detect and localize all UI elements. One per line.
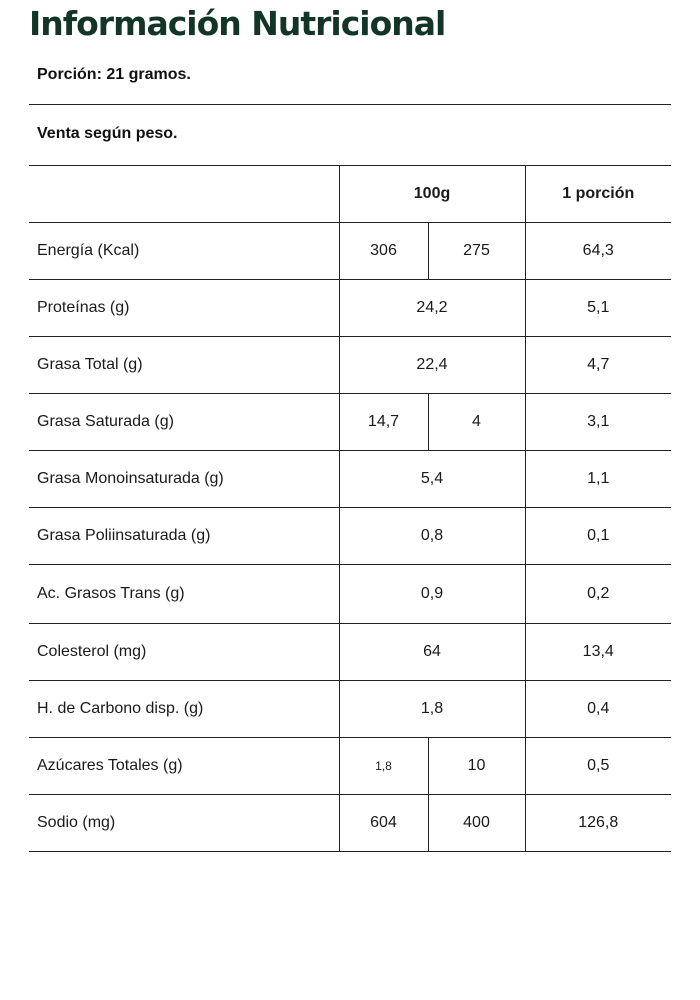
table-row bbox=[29, 451, 671, 508]
nutrient-name: Ac. Grasos Trans (g) bbox=[29, 565, 339, 624]
value-100g: 306 bbox=[339, 223, 428, 280]
value-portion: 5,1 bbox=[525, 280, 671, 337]
value-100g-alt: 4 bbox=[428, 394, 525, 451]
nutrient-name: Grasa Monoinsaturada (g) bbox=[29, 451, 339, 508]
value-portion: 126,8 bbox=[525, 795, 671, 852]
table-row bbox=[29, 280, 671, 337]
page-title: Información Nutricional bbox=[29, 4, 446, 43]
value-portion: 13,4 bbox=[525, 624, 671, 681]
value-100g: 604 bbox=[339, 795, 428, 852]
value-portion: 64,3 bbox=[525, 223, 671, 280]
divider bbox=[29, 104, 671, 105]
value-100g: 5,4 bbox=[339, 451, 525, 508]
value-100g: 24,2 bbox=[339, 280, 525, 337]
table-row bbox=[29, 738, 671, 795]
nutrient-name: H. de Carbono disp. (g) bbox=[29, 681, 339, 738]
value-portion: 0,2 bbox=[525, 565, 671, 624]
value-100g: 64 bbox=[339, 624, 525, 681]
table-row bbox=[29, 394, 671, 451]
value-100g-alt: 10 bbox=[428, 738, 525, 795]
value-100g: 1,8 bbox=[339, 738, 428, 795]
table-row bbox=[29, 795, 671, 852]
value-100g: 22,4 bbox=[339, 337, 525, 394]
nutrient-name: Sodio (mg) bbox=[29, 795, 339, 852]
sale-note: Venta según peso. bbox=[37, 125, 178, 142]
table-row bbox=[29, 681, 671, 738]
nutrient-name: Azúcares Totales (g) bbox=[29, 738, 339, 795]
nutrient-name: Colesterol (mg) bbox=[29, 624, 339, 681]
table-row bbox=[29, 508, 671, 565]
nutrient-name: Grasa Saturada (g) bbox=[29, 394, 339, 451]
nutrient-name: Energía (Kcal) bbox=[29, 223, 339, 280]
table-row bbox=[29, 223, 671, 280]
nutrition-table bbox=[29, 165, 671, 852]
value-portion: 4,7 bbox=[525, 337, 671, 394]
value-100g: 14,7 bbox=[339, 394, 428, 451]
value-100g-alt: 275 bbox=[428, 223, 525, 280]
value-100g: 0,8 bbox=[339, 508, 525, 565]
table-row bbox=[29, 624, 671, 681]
value-100g: 1,8 bbox=[339, 681, 525, 738]
header-portion: 1 porción bbox=[525, 166, 671, 223]
portion-note: Porción: 21 gramos. bbox=[37, 66, 191, 83]
value-portion: 3,1 bbox=[525, 394, 671, 451]
nutrient-name: Proteínas (g) bbox=[29, 280, 339, 337]
table-row bbox=[29, 565, 671, 624]
table-header-row bbox=[29, 166, 671, 223]
value-portion: 0,4 bbox=[525, 681, 671, 738]
header-empty bbox=[29, 166, 339, 223]
value-portion: 0,1 bbox=[525, 508, 671, 565]
value-portion: 0,5 bbox=[525, 738, 671, 795]
header-100g: 100g bbox=[339, 166, 525, 223]
table-row bbox=[29, 337, 671, 394]
value-portion: 1,1 bbox=[525, 451, 671, 508]
nutrient-name: Grasa Total (g) bbox=[29, 337, 339, 394]
value-100g-alt: 400 bbox=[428, 795, 525, 852]
nutrient-name: Grasa Poliinsaturada (g) bbox=[29, 508, 339, 565]
value-100g: 0,9 bbox=[339, 565, 525, 624]
